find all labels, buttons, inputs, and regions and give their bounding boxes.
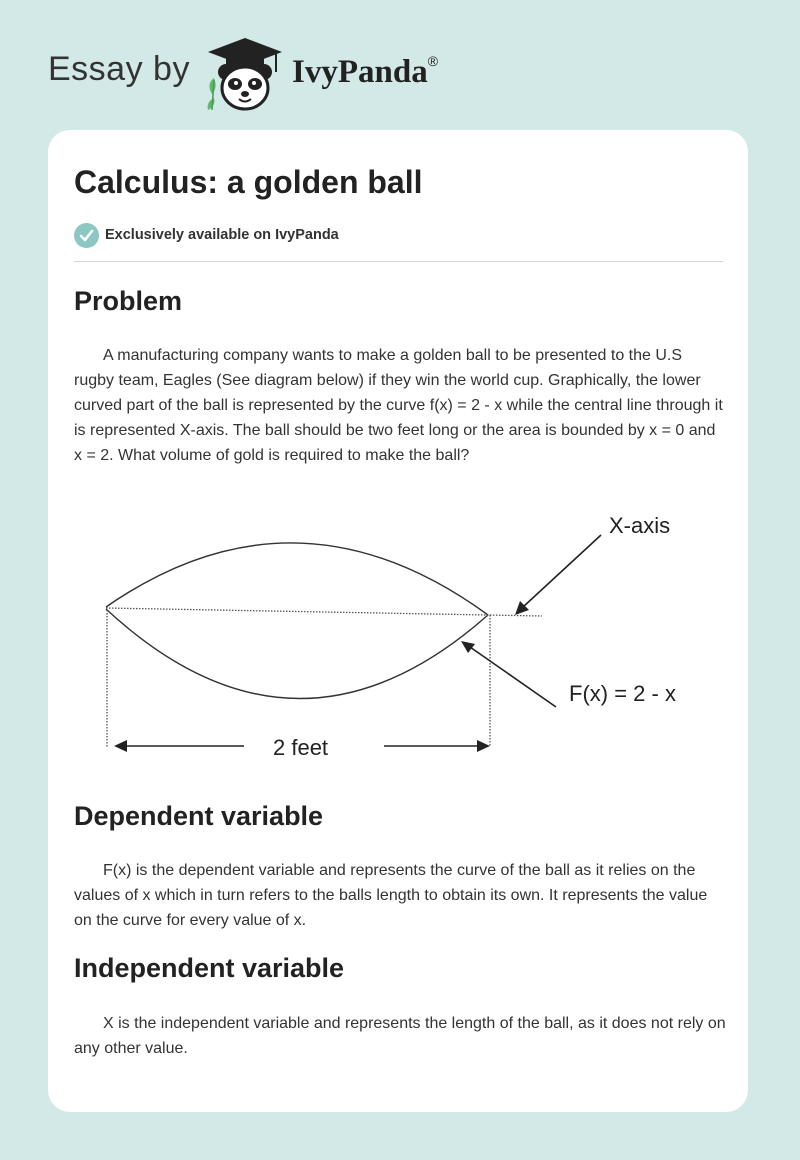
- dependent-paragraph: F(x) is the dependent variable and represents the curve of the ball as it relies on the values of x which in turn refers to the balls length to obtain its own. It represents the value on the curve for every value of x.: [74, 862, 708, 929]
- site-header: [48, 36, 748, 116]
- brand-name[interactable]: IvyPanda®: [292, 53, 439, 90]
- badge-label: Exclusively available on IvyPanda: [105, 227, 339, 243]
- section-heading-dependent: Dependent variable: [74, 801, 324, 831]
- independent-paragraph: X is the independent variable and represents the length of the ball, as it does not rely on any other value.: [74, 1015, 726, 1057]
- upper-curve: [106, 543, 488, 615]
- curve-label: F(x) = 2 - x: [569, 681, 676, 706]
- panda-logo-icon[interactable]: [202, 36, 288, 112]
- x-axis-arrow: [523, 535, 601, 607]
- title-divider: [74, 261, 723, 262]
- essay-by-label: Essay by: [48, 50, 190, 88]
- x-axis-line: [106, 608, 542, 616]
- problem-paragraph: A manufacturing company wants to make a golden ball to be presented to the U.S rugby team, Eagles (See diagram below) if they win the world cup. Graphically, the lower curved part of the ball is represented by the curve f(x) = 2 - x while the central line through it is represented X-axis. The ball should be two feet long or the area is bounded by x = 0 and x = 2. What volume of gold is required to make the ball?: [74, 347, 723, 464]
- article-card: [48, 130, 748, 1112]
- exclusive-badge: [74, 222, 339, 248]
- section-heading-problem: Problem: [74, 286, 183, 316]
- section-heading-independent: Independent variable: [74, 953, 345, 983]
- lower-curve: [106, 609, 488, 699]
- check-icon: [74, 223, 99, 248]
- length-label: 2 feet: [273, 735, 329, 760]
- page-title: Calculus: a golden ball: [74, 164, 423, 200]
- x-axis-label: X-axis: [609, 513, 671, 538]
- golden-ball-diagram: [96, 495, 741, 760]
- curve-arrow: [470, 647, 556, 707]
- registered-mark: ®: [427, 53, 439, 69]
